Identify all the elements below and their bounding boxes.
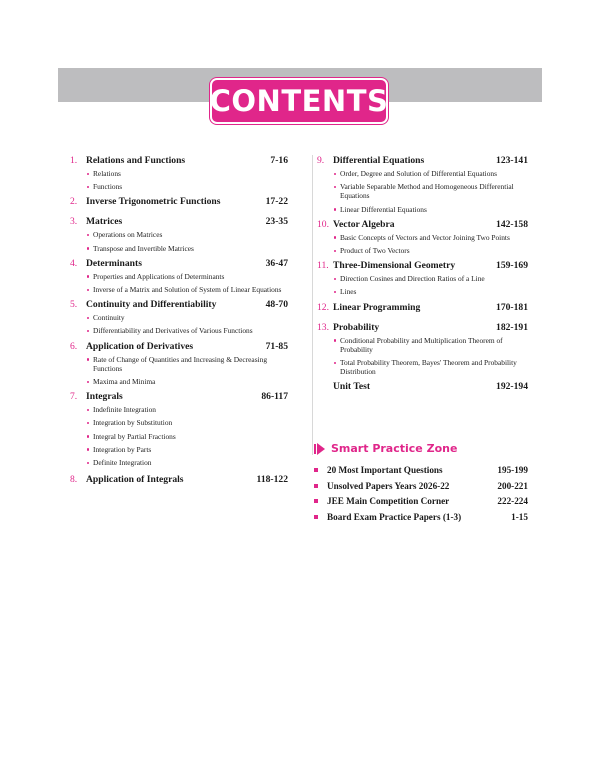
chapter-number: 10. (317, 218, 329, 230)
chapter-entry[interactable] (70, 216, 288, 252)
chapter-entry[interactable] (70, 474, 288, 486)
chapter-title: Application of Integrals (86, 474, 184, 486)
chapter-title: Application of Derivatives (86, 340, 194, 352)
chapter-entry[interactable] (70, 299, 288, 335)
chapter-pages: 23-35 (265, 216, 288, 228)
zone-item-title: 20 Most Important Questions (327, 465, 443, 475)
topic-item: Functions (86, 182, 288, 191)
zone-item-title: JEE Main Competition Corner (327, 496, 450, 507)
chapter-pages: 36-47 (265, 257, 288, 269)
chapter-title: Determinants (86, 257, 142, 269)
chapter-pages: 71-85 (265, 340, 288, 352)
square-bullet-icon (314, 468, 318, 472)
topic-item: Linear Differential Equations (333, 205, 528, 214)
topic-item: Inverse of a Matrix and Solution of System of Linear Equations (86, 285, 288, 294)
zone-item-pages: 195-199 (497, 465, 528, 475)
topic-item: Transpose and Invertible Matrices (86, 244, 288, 253)
topic-item: Definite Integration (86, 458, 288, 467)
chapter-title: Differential Equations (333, 155, 425, 166)
topic-item: Integral by Partial Fractions (86, 432, 288, 441)
smart-practice-zone (314, 442, 528, 527)
zone-title: Smart Practice Zone (331, 442, 458, 455)
zone-header (314, 442, 528, 455)
zone-item-pages: 200-221 (497, 480, 528, 491)
chapter-title: Vector Algebra (333, 218, 395, 230)
zone-item-pages: 222-224 (497, 496, 528, 507)
zone-item-pages: 1-15 (511, 511, 528, 522)
chapter-title: Inverse Trigonometric Functions (86, 196, 221, 208)
chapter-number: 4. (70, 257, 78, 269)
zone-item-title: Unsolved Papers Years 2026-22 (327, 480, 450, 491)
chapter-entry[interactable] (317, 322, 528, 377)
unit-test-pages: 192-194 (496, 381, 528, 393)
topic-item: Differentiability and Derivatives of Various Functions (86, 326, 288, 335)
chapter-pages: 118-122 (256, 474, 288, 486)
topic-item: Rate of Change of Quantities and Increasing & Decreasing Functions (86, 355, 288, 373)
topic-item: Lines (333, 287, 528, 296)
topic-item: Operations on Matrices (86, 230, 288, 239)
chapter-title: Integrals (86, 391, 123, 403)
chapter-pages: 170-181 (496, 301, 528, 313)
square-bullet-icon (314, 499, 318, 503)
chapter-pages: 7-16 (270, 155, 288, 166)
topic-item: Basic Concepts of Vectors and Vector Joining Two Points (333, 233, 528, 242)
chapter-number: 8. (70, 474, 78, 486)
chapter-pages: 17-22 (265, 196, 288, 208)
topic-item: Properties and Applications of Determinants (86, 272, 288, 281)
chapter-pages: 123-141 (496, 155, 528, 166)
unit-test-entry[interactable] (317, 381, 528, 393)
chapter-number: 7. (70, 391, 78, 403)
chapter-title: Continuity and Differentiability (86, 299, 217, 311)
square-bullet-icon (314, 484, 318, 488)
zone-item[interactable] (314, 465, 528, 476)
chapter-number: 6. (70, 340, 78, 352)
zone-item[interactable] (314, 496, 528, 507)
chapter-pages: 86-117 (261, 391, 288, 403)
chapter-entry[interactable] (70, 196, 288, 208)
topic-item: Integration by Parts (86, 445, 288, 454)
topic-item: Relations (86, 169, 288, 178)
topic-item: Integration by Substitution (86, 418, 288, 427)
topic-item: Direction Cosines and Direction Ratios of a Line (333, 274, 528, 283)
topic-item: Continuity (86, 313, 288, 322)
chapter-title: Relations and Functions (86, 155, 186, 166)
square-bullet-icon (314, 515, 318, 519)
chapter-number: 3. (70, 216, 78, 228)
chapter-number: 2. (70, 196, 78, 208)
toc-left-column (70, 155, 288, 491)
page-title: CONTENTS (210, 78, 388, 124)
unit-test-title: Unit Test (333, 381, 371, 393)
chapter-pages: 142-158 (496, 218, 528, 230)
chapter-number: 13. (317, 321, 329, 333)
chapter-entry[interactable] (317, 219, 528, 255)
chapter-entry[interactable] (317, 260, 528, 296)
chapter-entry[interactable] (317, 155, 528, 214)
chapter-entry[interactable] (70, 258, 288, 294)
chapter-number: 11. (317, 260, 329, 272)
toc-right-column (312, 155, 528, 455)
topic-item: Order, Degree and Solution of Differential Equations (333, 169, 528, 178)
chapter-pages: 159-169 (496, 260, 528, 272)
topic-item: Product of Two Vectors (333, 246, 528, 255)
chapter-title: Linear Programming (333, 301, 421, 313)
chapter-entry[interactable] (70, 391, 288, 467)
chapter-number: 12. (317, 301, 329, 313)
zone-item[interactable] (314, 481, 528, 492)
zone-item[interactable] (314, 512, 528, 523)
topic-item: Total Probability Theorem, Bayes' Theorem and Probability Distribution (333, 358, 528, 376)
chapter-number: 9. (317, 155, 325, 166)
zone-item-title: Board Exam Practice Papers (1-3) (327, 511, 462, 522)
chapter-entry[interactable] (70, 341, 288, 387)
chapter-number: 1. (70, 155, 78, 166)
topic-item: Maxima and Minima (86, 377, 288, 386)
chapter-entry[interactable] (70, 155, 288, 191)
chapter-title: Three-Dimensional Geometry (333, 260, 456, 272)
chapter-entry[interactable] (317, 302, 528, 314)
arrow-bar-icon (314, 443, 326, 455)
chapter-pages: 48-70 (265, 299, 288, 311)
chapter-pages: 182-191 (496, 321, 528, 333)
topic-item: Variable Separable Method and Homogeneous Differential Equations (333, 182, 528, 200)
chapter-title: Matrices (86, 216, 123, 228)
topic-item: Indefinite Integration (86, 405, 288, 414)
chapter-title: Probability (333, 321, 380, 333)
chapter-number: 5. (70, 299, 78, 311)
topic-item: Conditional Probability and Multiplication Theorem of Probability (333, 336, 528, 354)
